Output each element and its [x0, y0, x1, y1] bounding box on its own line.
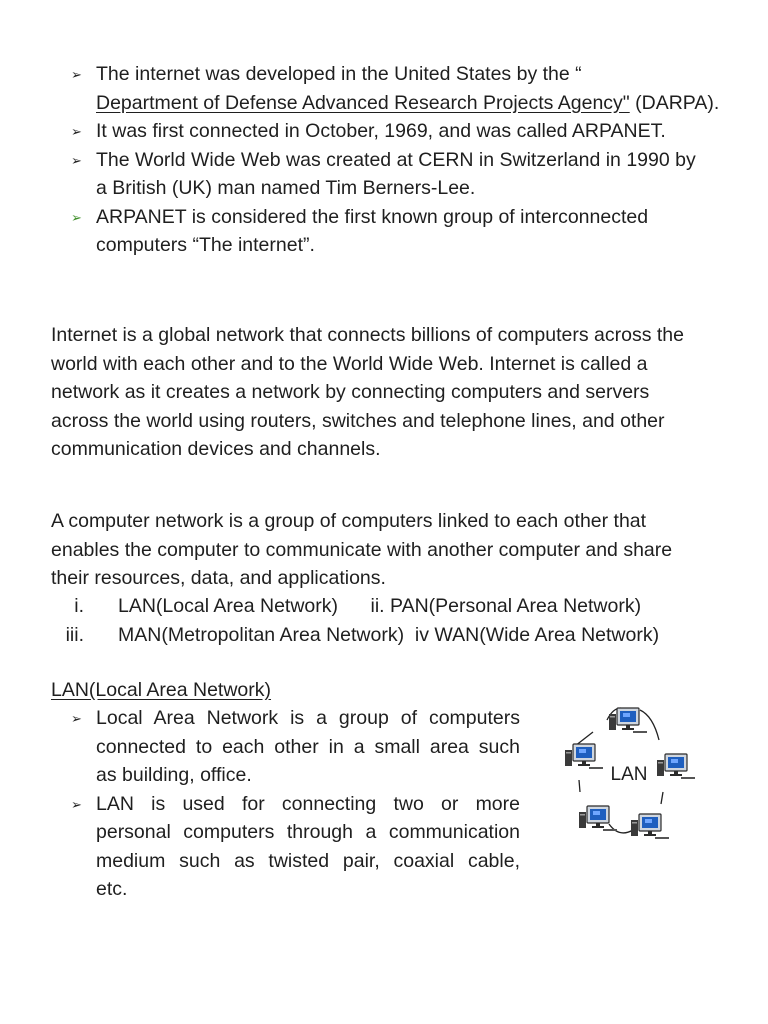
paragraph-line: enables the computer to communicate with another computer and share — [51, 538, 673, 561]
lan-network-diagram — [555, 696, 705, 848]
bullet-text: It was first connected in October, 1969, and was called ARPANET. — [96, 120, 666, 142]
bullet-text: Local Area Network is a group of computers — [96, 707, 520, 729]
bullet-text: personal computers through a communication — [96, 821, 520, 843]
arrow-bullet-icon: ➢ — [71, 152, 82, 168]
list-item — [0, 146, 768, 203]
lan-diagram-label: LAN — [610, 764, 648, 785]
bullet-text: connected to each other in a small area such — [96, 735, 520, 758]
network-type-text: LAN(Local Area Network) ii. PAN(Personal Area Network) — [118, 595, 642, 617]
computer-icon — [609, 708, 647, 733]
paragraph-line: across the world using routers, switches and telephone lines, and other — [51, 409, 665, 432]
lan-bullet-list — [0, 704, 520, 904]
roman-numeral: i. — [74, 595, 84, 617]
arrow-bullet-icon: ➢ — [71, 67, 82, 82]
paragraph-line: A computer network is a group of computers linked to each other that — [51, 510, 647, 532]
bullet-text: etc. — [96, 878, 128, 900]
intro-bullet-list — [0, 60, 768, 260]
bullet-text: ARPANET is considered the first known group of interconnected — [96, 205, 649, 228]
arrow-bullet-icon: ➢ — [71, 711, 82, 726]
bullet-text: as building, office. — [96, 764, 252, 786]
paragraph-line: communication devices and channels. — [51, 438, 381, 460]
network-type-text: MAN(Metropolitan Area Network) iv WAN(Wide Area Network) — [118, 623, 660, 646]
paragraph-line: network as it creates a network by connecting computers and servers — [51, 381, 650, 403]
bullet-text: The World Wide Web was created at CERN in Switzerland in 1990 by — [96, 148, 696, 171]
internet-paragraph — [51, 321, 741, 464]
list-item — [0, 117, 768, 146]
bullet-text: LAN is used for connecting two or more — [96, 792, 520, 815]
paragraph-line: their resources, data, and applications. — [51, 567, 386, 589]
list-item — [0, 704, 520, 790]
list-item — [0, 203, 768, 260]
computer-icon — [657, 754, 695, 779]
bullet-text: (DARPA). — [629, 91, 720, 114]
paragraph-line: world with each other and to the World Wide Web. Internet is called a — [51, 352, 648, 375]
bullet-text: The internet was developed in the United States by the “ — [96, 63, 582, 85]
arrow-bullet-icon: ➢ — [71, 209, 82, 225]
bullet-text: a British (UK) man named Tim Berners-Lee. — [96, 177, 476, 199]
computer-icon — [631, 814, 669, 839]
roman-numeral: iii. — [65, 623, 84, 646]
bullet-text: medium such as twisted pair, coaxial cable, — [96, 849, 520, 872]
list-item — [0, 790, 520, 904]
bullet-text: computers “The internet”. — [96, 234, 315, 256]
lan-heading: LAN(Local Area Network) — [51, 679, 272, 701]
arrow-bullet-icon: ➢ — [71, 124, 82, 139]
list-item — [0, 60, 768, 117]
paragraph-line: Internet is a global network that connects billions of computers across the — [51, 324, 684, 346]
darpa-underlined-text: Department of Defense Advanced Research Projects Agency" — [96, 91, 630, 114]
list-item — [0, 621, 768, 650]
list-item — [0, 592, 768, 621]
computer-icon — [555, 696, 583, 721]
computer-network-paragraph — [51, 507, 741, 593]
computer-icon — [565, 744, 603, 769]
network-types-list — [0, 592, 768, 649]
arrow-bullet-icon: ➢ — [71, 796, 82, 812]
